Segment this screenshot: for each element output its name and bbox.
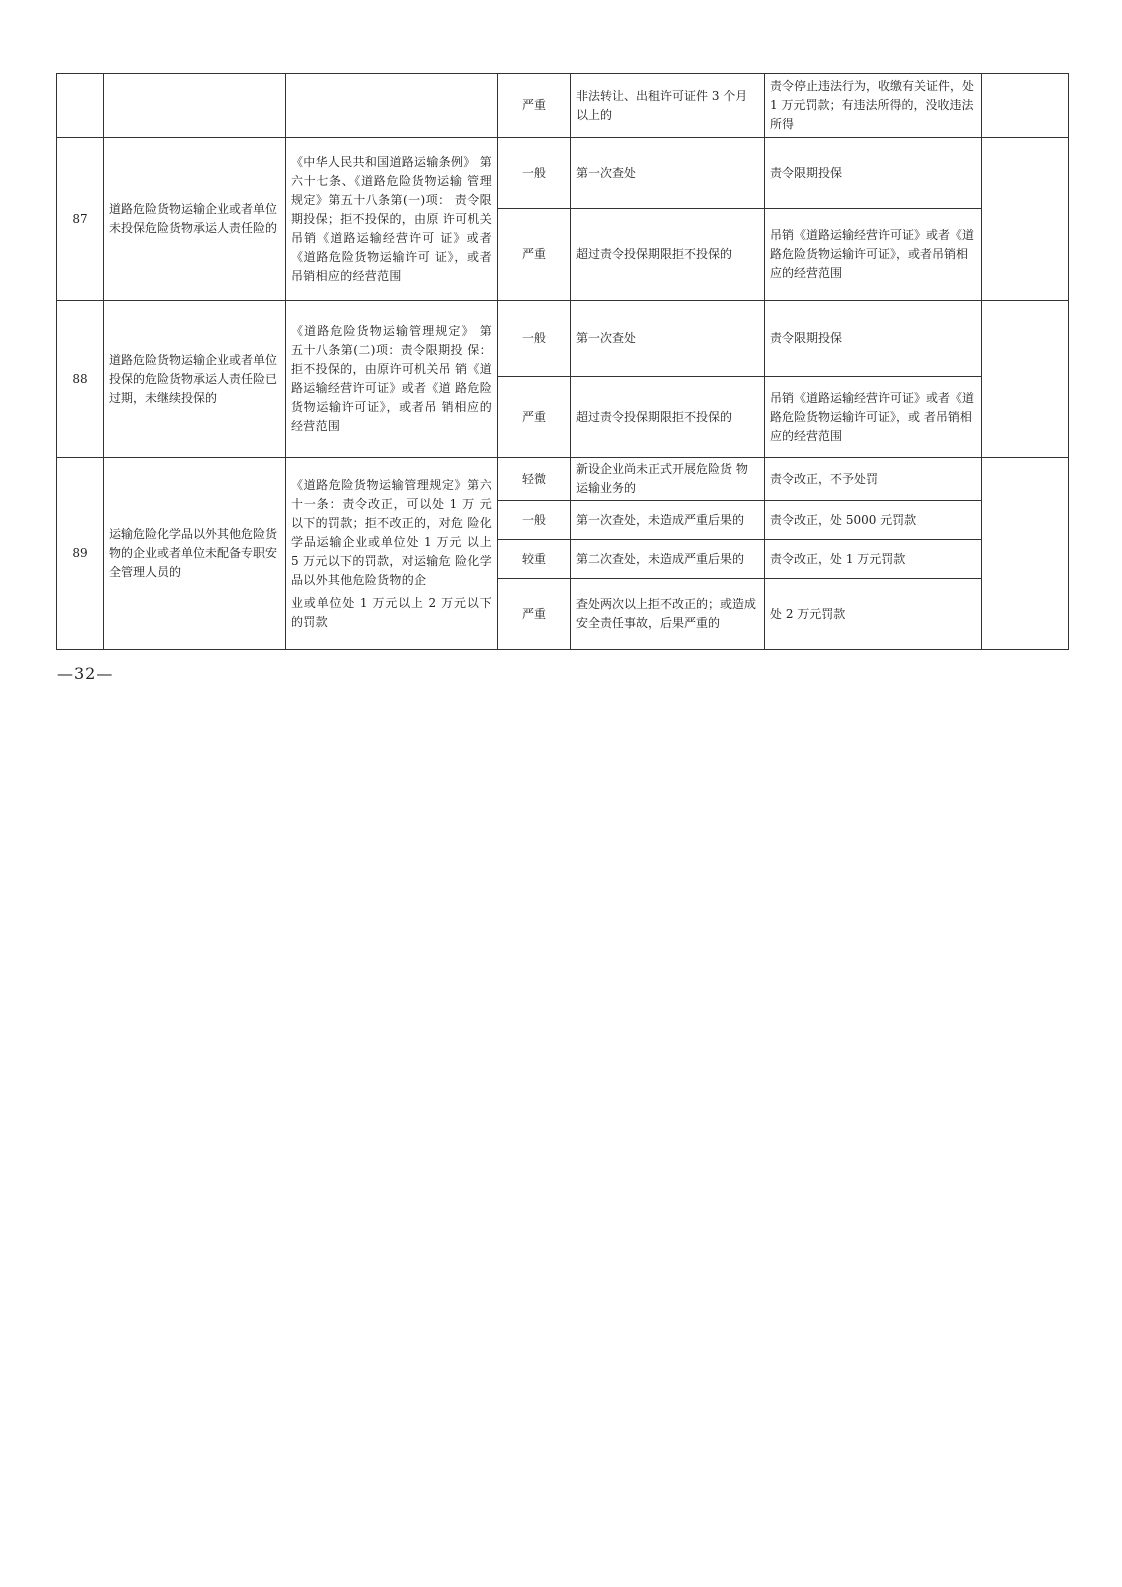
legal-basis-text-continued: 业或单位处 1 万元以上 2 万元以下 的罚款 (291, 595, 492, 629)
page-number: —32— (57, 664, 114, 683)
penalty-cell: 责令改正，不予处罚 (765, 458, 982, 501)
penalty-cell: 责令停止违法行为，收缴有关证件，处 1 万元罚款；有违法所得的，没收违法所得 (765, 74, 982, 138)
item-number-cell: 88 (57, 301, 104, 458)
table-row (57, 74, 1069, 138)
circumstance-cell: 超过责令投保期限拒不投保的 (571, 377, 765, 458)
penalty-cell: 责令限期投保 (765, 301, 982, 377)
severity-cell: 严重 (498, 209, 571, 301)
circumstance-cell: 第二次查处，未造成严重后果的 (571, 540, 765, 579)
circumstance-cell: 超过责令投保期限拒不投保的 (571, 209, 765, 301)
penalty-cell: 责令改正，处 5000 元罚款 (765, 501, 982, 540)
circumstance-cell: 第一次查处 (571, 301, 765, 377)
violation-cell (104, 74, 286, 138)
legal-basis-cell: 《中华人民共和国道路运输条例》 第六十七条、《道路危险货物运输 管理规定》第五十八条第(一)项： 责令限期投保；拒不投保的，由原 许可机关吊销《道路运输经营许可 证》或者《道路危险货物运输许可 证》，或者吊销相应的经营范围 (286, 138, 498, 301)
penalty-cell: 责令限期投保 (765, 138, 982, 209)
circumstance-cell: 新设企业尚未正式开展危险货 物运输业务的 (571, 458, 765, 501)
circumstance-cell: 第一次查处，未造成严重后果的 (571, 501, 765, 540)
table-row (57, 301, 1069, 377)
remarks-cell (982, 458, 1069, 650)
legal-basis-text: 《道路危险货物运输管理规定》第六十一条：责令改正，可以处 1 万 元以下的罚款；拒不改正的，对危 险化学品运输企业或单位处 1 万元 以上 5 万元以下的罚款，对运输危 险化学品以外其他危险货物的企 (291, 477, 492, 587)
item-number-cell: 89 (57, 458, 104, 650)
remarks-cell (982, 74, 1069, 138)
circumstance-cell: 非法转让、出租许可证件 3 个月 以上的 (571, 74, 765, 138)
violation-cell: 道路危险货物运输企业或者单位未投保危险货物承运人责任险的 (104, 138, 286, 301)
severity-cell: 轻微 (498, 458, 571, 501)
remarks-cell (982, 301, 1069, 458)
violation-cell: 运输危险化学品以外其他危险货物的企业或者单位未配备专职安全管理人员的 (104, 458, 286, 650)
penalty-standard-table (56, 73, 1069, 650)
legal-basis-cell (286, 74, 498, 138)
severity-cell: 严重 (498, 579, 571, 650)
severity-cell: 较重 (498, 540, 571, 579)
legal-basis-cell (286, 458, 498, 650)
item-number-cell (57, 74, 104, 138)
table-row (57, 138, 1069, 209)
penalty-cell: 责令改正，处 1 万元罚款 (765, 540, 982, 579)
item-number-cell: 87 (57, 138, 104, 301)
remarks-cell (982, 138, 1069, 301)
severity-cell: 一般 (498, 501, 571, 540)
table-row (57, 458, 1069, 501)
violation-cell: 道路危险货物运输企业或者单位投保的危险货物承运人责任险已过期，未继续投保的 (104, 301, 286, 458)
severity-cell: 严重 (498, 74, 571, 138)
severity-cell: 一般 (498, 301, 571, 377)
circumstance-cell: 查处两次以上拒不改正的；或造成安全责任事故，后果严重的 (571, 579, 765, 650)
penalty-cell: 吊销《道路运输经营许可证》或者《道路危险货物运输许可证》，或 者吊销相应的经营范围 (765, 377, 982, 458)
severity-cell: 严重 (498, 377, 571, 458)
legal-basis-cell: 《道路危险货物运输管理规定》 第 五十八条第(二)项：责令限期投 保：拒不投保的，由原许可机关吊 销《道路运输经营许可证》或者《道 路危险货物运输许可证》，或者吊 销相应的经营范围 (286, 301, 498, 458)
severity-cell: 一般 (498, 138, 571, 209)
penalty-cell: 吊销《道路运输经营许可证》或者《道路危险货物运输许可证》，或者吊销相应的经营范围 (765, 209, 982, 301)
circumstance-cell: 第一次查处 (571, 138, 765, 209)
penalty-cell: 处 2 万元罚款 (765, 579, 982, 650)
